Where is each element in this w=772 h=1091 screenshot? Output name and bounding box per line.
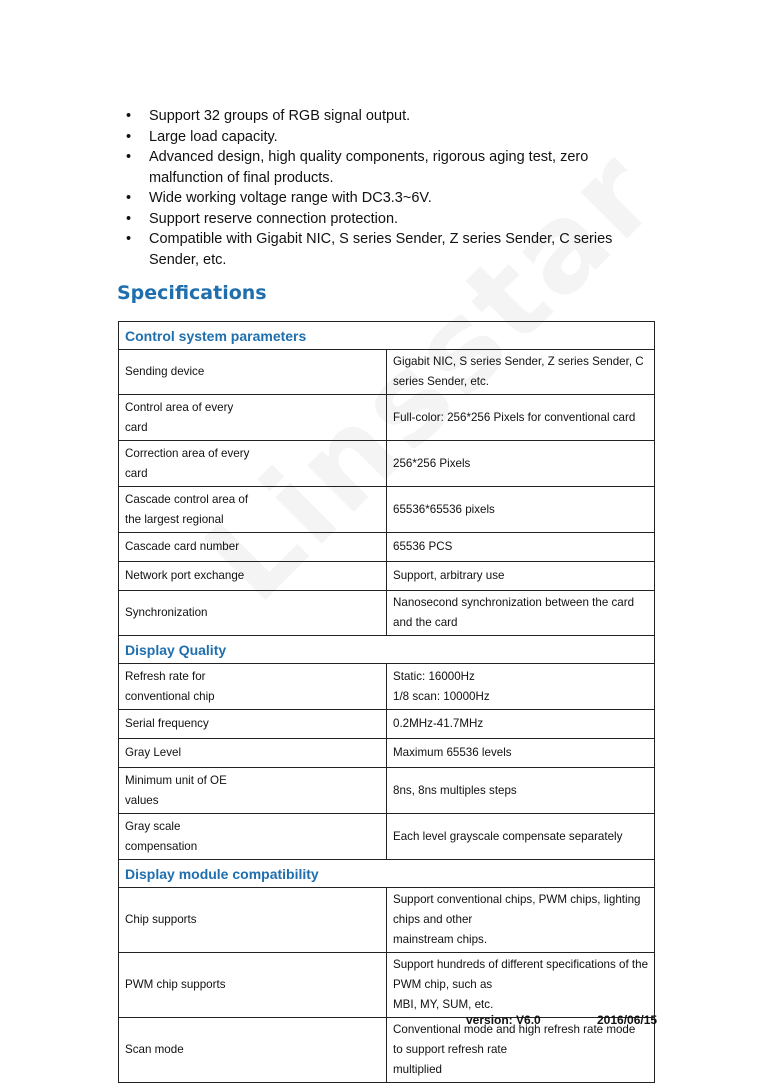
bullet-icon: • — [126, 210, 132, 227]
param-label — [119, 739, 387, 768]
param-value-line: 1/8 scan: 10000Hz — [393, 689, 490, 703]
feature-text: Advanced design, high quality components, rigorous aging test, zero malfunction of final products. — [149, 149, 589, 186]
param-label-line: Gray scale — [125, 819, 181, 833]
param-label-line: Correction area of every — [125, 446, 250, 460]
group-header-row — [119, 636, 655, 664]
param-value-line: MBI, MY, SUM, etc. — [393, 998, 494, 1011]
param-label-line: Cascade control area of — [125, 492, 249, 506]
param-label — [119, 395, 387, 441]
table-row — [119, 768, 655, 814]
bullet-icon: • — [126, 190, 132, 206]
feature-list — [126, 106, 666, 270]
param-label — [119, 710, 387, 739]
table-row — [119, 441, 655, 487]
param-label — [119, 441, 387, 487]
group-title: Display module compatibility — [119, 860, 655, 888]
table-row — [119, 350, 655, 395]
param-value-line: Each level grayscale compensate separately — [393, 829, 623, 843]
param-value-line: 8ns, 8ns multiples steps — [393, 783, 517, 797]
param-label-line: Sending device — [125, 365, 205, 378]
specifications-table — [118, 321, 658, 1083]
param-value-line: 65536 PCS — [393, 540, 453, 553]
table-row — [119, 953, 655, 1018]
param-value-line: multiplied — [393, 1063, 442, 1076]
param-value — [387, 888, 655, 953]
param-value — [387, 562, 655, 591]
param-label-line: Cascade card number — [125, 540, 240, 553]
param-value-line: Full-color: 256*256 Pixels for conventional card — [393, 410, 636, 424]
param-value-line: Support, arbitrary use — [393, 569, 505, 582]
param-label-line: card — [125, 466, 148, 480]
feature-item — [126, 127, 666, 148]
param-label — [119, 814, 387, 860]
param-label-line: Chip supports — [125, 913, 197, 926]
param-value — [387, 350, 655, 395]
bullet-icon: • — [126, 108, 132, 124]
table-row — [119, 562, 655, 591]
param-value-line: Support hundreds of different specifications of the PWM chip, such as — [393, 958, 649, 991]
feature-text: Compatible with Gigabit NIC, S series Sender, Z series Sender, C series Sender, etc. — [149, 231, 613, 268]
param-label-line: compensation — [125, 839, 198, 853]
param-value — [387, 395, 655, 441]
group-title: Display Quality — [119, 636, 655, 664]
param-value-line: mainstream chips. — [393, 933, 488, 946]
param-value — [387, 533, 655, 562]
param-label — [119, 888, 387, 953]
table-row — [119, 710, 655, 739]
group-header-row — [119, 860, 655, 888]
table-row — [119, 739, 655, 768]
param-value-line: Nanosecond synchronization between the card and the card — [393, 596, 635, 629]
feature-text: Large load capacity. — [149, 128, 278, 145]
param-value — [387, 814, 655, 860]
param-label-line: the largest regional — [125, 512, 224, 526]
section-title: Specifications — [117, 282, 267, 304]
param-value-line: Support conventional chips, PWM chips, lighting chips and other — [393, 893, 641, 926]
table-row — [119, 533, 655, 562]
table-row — [119, 664, 655, 710]
param-value — [387, 953, 655, 1018]
param-value — [387, 441, 655, 487]
table-row — [119, 487, 655, 533]
param-label — [119, 487, 387, 533]
param-label-line: Control area of every — [125, 400, 234, 414]
param-label-line: Network port exchange — [125, 569, 245, 582]
param-value-line: Gigabit NIC, S series Sender, Z series Sender, C series Sender, etc. — [393, 355, 644, 388]
feature-item — [126, 188, 666, 209]
param-label — [119, 664, 387, 710]
param-label-line: values — [125, 793, 159, 807]
param-value-line: Conventional mode and high refresh rate mode to support refresh rate — [393, 1023, 636, 1056]
param-label-line: conventional chip — [125, 689, 215, 703]
param-value — [387, 487, 655, 533]
bullet-icon: • — [126, 149, 132, 165]
footer-date: 2016/06/15 — [597, 1013, 658, 1027]
group-title: Control system parameters — [119, 322, 655, 350]
param-value — [387, 664, 655, 710]
param-label-line: Scan mode — [125, 1043, 184, 1056]
feature-text: Support 32 groups of RGB signal output. — [149, 108, 411, 124]
table-row — [119, 1018, 655, 1083]
group-header-row — [119, 322, 655, 350]
param-label — [119, 953, 387, 1018]
feature-item — [126, 229, 666, 270]
table-row — [119, 395, 655, 441]
param-label-line: Serial frequency — [125, 717, 209, 730]
param-value-line: Static: 16000Hz — [393, 669, 475, 683]
table-row — [119, 814, 655, 860]
footer-version: version: V6.0 — [466, 1013, 541, 1027]
param-value — [387, 1018, 655, 1083]
param-value — [387, 768, 655, 814]
table-row — [119, 888, 655, 953]
param-label — [119, 591, 387, 636]
feature-item — [126, 106, 666, 127]
param-label — [119, 768, 387, 814]
bullet-icon: • — [126, 128, 132, 145]
param-value-line: Maximum 65536 levels — [393, 746, 512, 759]
param-label — [119, 533, 387, 562]
param-value — [387, 591, 655, 636]
feature-text: Wide working voltage range with DC3.3~6V. — [149, 190, 432, 206]
param-value-line: 0.2MHz-41.7MHz — [393, 717, 484, 730]
param-label-line: PWM chip supports — [125, 978, 226, 991]
param-value-line: 65536*65536 pixels — [393, 502, 495, 516]
param-label — [119, 350, 387, 395]
param-label — [119, 562, 387, 591]
param-label-line: Refresh rate for — [125, 669, 206, 683]
feature-item — [126, 147, 666, 188]
param-label-line: Gray Level — [125, 746, 182, 759]
param-value — [387, 710, 655, 739]
param-value — [387, 739, 655, 768]
bullet-icon: • — [126, 231, 132, 247]
feature-item — [126, 209, 666, 230]
table-row — [119, 591, 655, 636]
param-label-line: Minimum unit of OE — [125, 773, 227, 787]
param-label-line: card — [125, 420, 148, 434]
param-value-line: 256*256 Pixels — [393, 456, 471, 470]
param-label-line: Synchronization — [125, 606, 208, 619]
feature-text: Support reserve connection protection. — [149, 210, 399, 227]
param-label — [119, 1018, 387, 1083]
